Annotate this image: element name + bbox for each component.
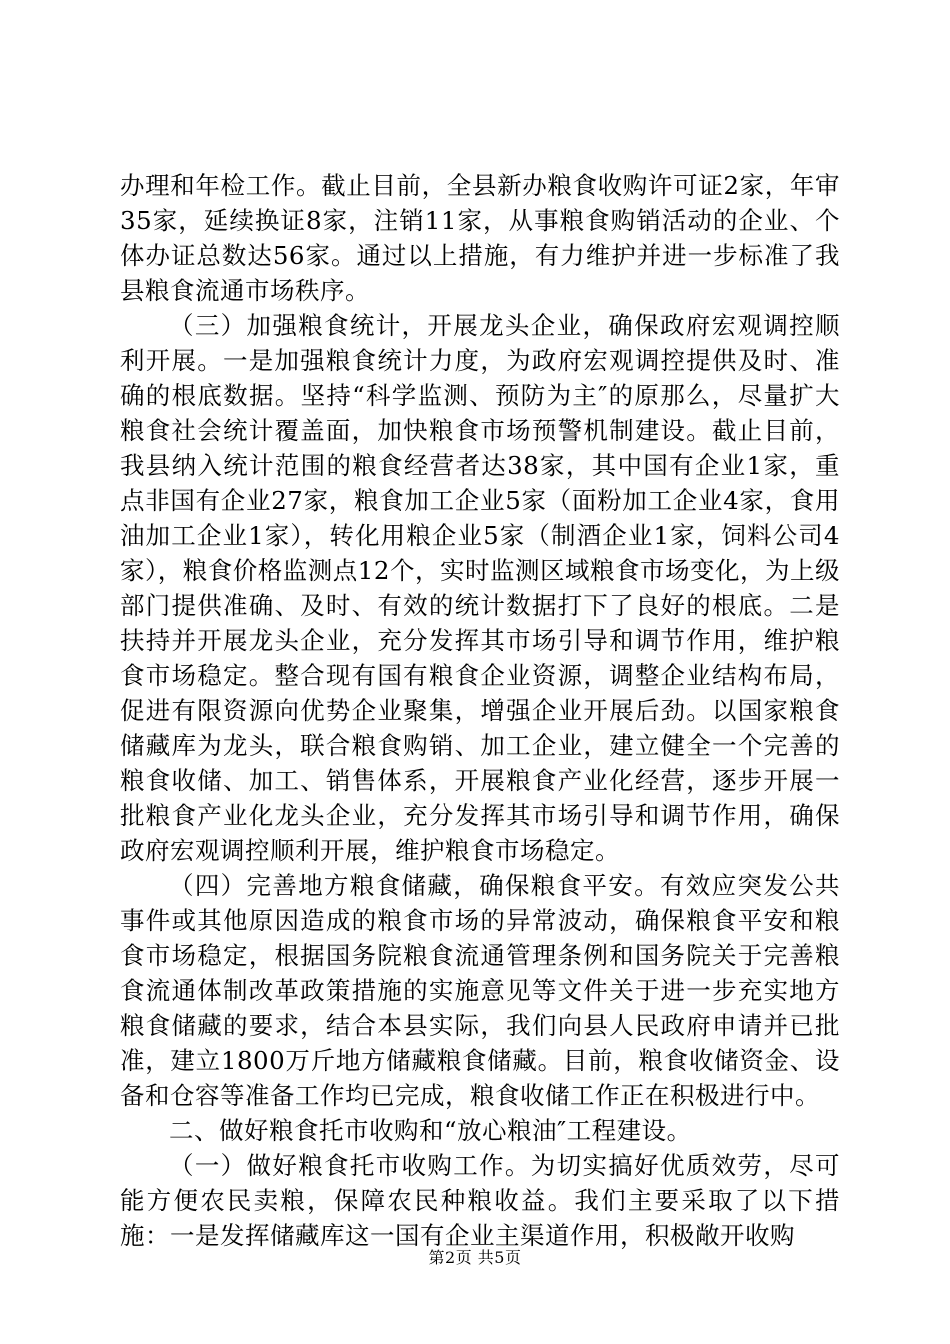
paragraph-section-two-one: （一）做好粮食托市收购工作。为切实搞好优质效劳，尽可能方便农民卖粮，保障农民种粮收益。我们主要采取了以下措施：一是发挥储藏库这一国有企业主渠道作用，积极敞开收购: [120, 1151, 840, 1250]
heading-section-two: 二、做好粮食托市收购和“放心粮油″工程建设。: [169, 1116, 692, 1145]
document-body: [120, 168, 840, 1253]
paragraph-section-four: （四）完善地方粮食储藏，确保粮食平安。有效应突发公共事件或其他原因造成的粮食市场的异常波动，确保粮食平安和粮食市场稳定，根据国务院粮食流通管理条例和国务院关于完善粮食流通体制改革政策措施的实施意见等文件关于进一步充实地方粮食储藏的要求，结合本县实际，我们向县人民政府申请并已批准，建立1800万斤地方储藏粮食储藏。目前，粮食收储资金、设备和仓容等准备工作均已完成，粮食收储工作正在积极进行中。: [120, 871, 840, 1110]
page-number-footer: 第2页 共5页: [428, 1248, 522, 1267]
paragraph-section-three: （三）加强粮食统计，开展龙头企业，确保政府宏观调控顺利开展。一是加强粮食统计力度，为政府宏观调控提供及时、准确的根底数据。坚持“科学监测、预防为主″的原那么，尽量扩大粮食社会统计覆盖面，加快粮食市场预警机制建设。截止目前，我县纳入统计范围的粮食经营者达38家，其中国有企业1家，重点非国有企业27家，粮食加工企业5家（面粉加工企业4家，食用油加工企业1家），转化用粮企业5家（制酒企业1家，饲料公司4家），粮食价格监测点12个，实时监测区域粮食市场变化，为上级部门提供准确、及时、有效的统计数据打下了良好的根底。二是扶持并开展龙头企业，充分发挥其市场引导和调节作用，维护粮食市场稳定。整合现有国有粮食企业资源，调整企业结构布局，促进有限资源向优势企业聚集，增强企业开展后劲。以国家粮食储藏库为龙头，联合粮食购销、加工企业，建立健全一个完善的粮食收储、加工、销售体系，开展粮食产业化经营，逐步开展一批粮食产业化龙头企业，充分发挥其市场引导和调节作用，确保政府宏观调控顺利开展，维护粮食市场稳定。: [120, 311, 840, 865]
paragraph-continuation: 办理和年检工作。截止目前，全县新办粮食收购许可证2家，年审35家，延续换证8家，注销11家，从事粮食购销活动的企业、个体办证总数达56家。通过以上措施，有力维护并进一步标准了我县粮食流通市场秩序。: [120, 171, 840, 305]
